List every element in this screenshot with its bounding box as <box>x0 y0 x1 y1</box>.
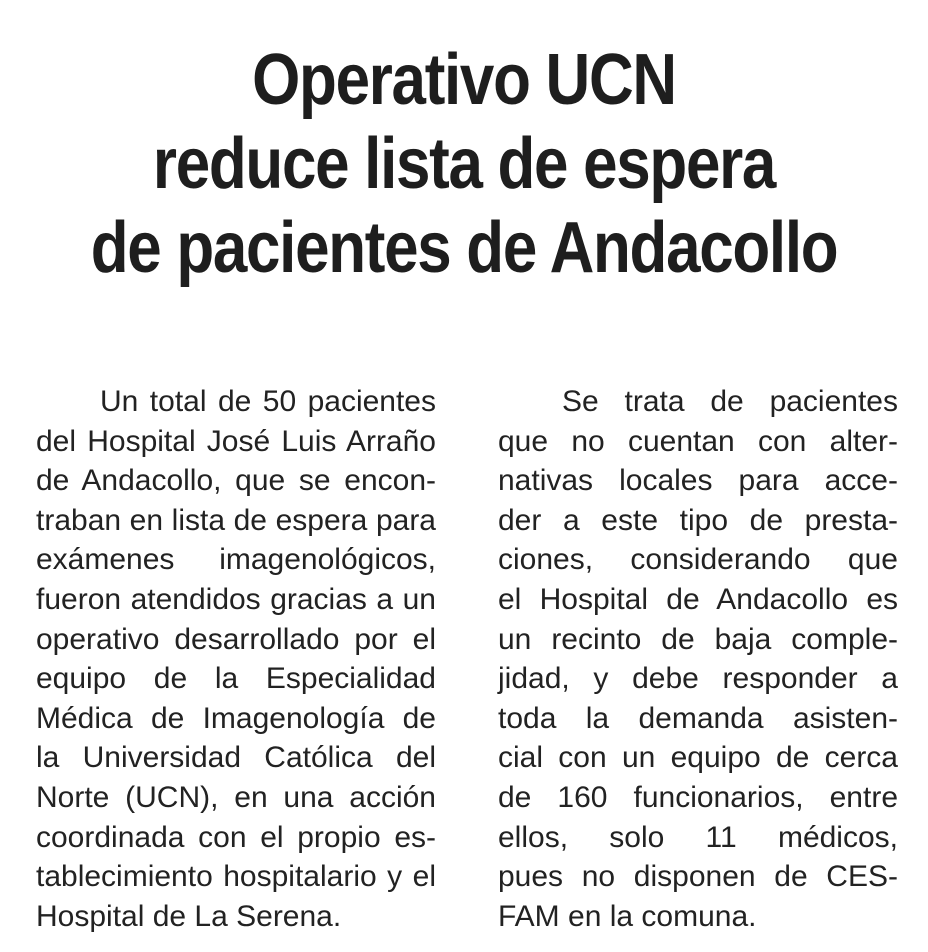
article-column-left <box>36 382 436 936</box>
paragraph-line: der a este tipo de presta- <box>498 503 898 537</box>
paragraph-line: toda la demanda asisten- <box>498 701 898 735</box>
paragraph-line: fueron atendidos gracias a un <box>36 582 436 616</box>
paragraph-line: equipo de la Especialidad <box>36 662 436 696</box>
headline-line: reduce lista de espera <box>152 124 776 204</box>
paragraph-line: del Hospital José Luis Arraño <box>36 424 436 458</box>
headline-line: Operativo UCN <box>252 40 676 120</box>
headline-line: de pacientes de Andacollo <box>90 208 838 288</box>
paragraph-line: Norte (UCN), en una acción <box>36 780 436 814</box>
paragraph-line: Se trata de pacientes <box>562 385 898 418</box>
paragraph-line: Hospital de La Serena. <box>36 899 342 933</box>
paragraph-line: nativas locales para acce- <box>498 464 898 498</box>
paragraph-line: FAM en la comuna. <box>498 899 757 933</box>
paragraph-line: tablecimiento hospitalario y el <box>36 860 436 894</box>
paragraph-line: exámenes imagenológicos, <box>36 543 436 577</box>
paragraph-line: traban en lista de espera para <box>36 503 436 537</box>
paragraph-line: de Andacollo, que se encon- <box>36 464 436 498</box>
article-column-right <box>498 382 898 936</box>
paragraph-line: de 160 funcionarios, entre <box>498 780 898 814</box>
paragraph-line: el Hospital de Andacollo es <box>498 582 898 616</box>
paragraph-line: un recinto de baja comple- <box>498 622 898 656</box>
headline <box>0 38 928 290</box>
paragraph-line: Un total de 50 pacientes <box>100 385 436 418</box>
paragraph-line: coordinada con el propio es- <box>36 820 436 854</box>
paragraph-line: Médica de Imagenología de <box>36 701 436 735</box>
paragraph-line: cial con un equipo de cerca <box>498 741 898 775</box>
paragraph-line: jidad, y debe responder a <box>498 662 898 696</box>
paragraph-line: ellos, solo 11 médicos, <box>498 820 898 854</box>
paragraph-line: ciones, considerando que <box>498 543 898 577</box>
paragraph-line: que no cuentan con alter- <box>498 424 898 458</box>
paragraph-line: operativo desarrollado por el <box>36 622 436 656</box>
paragraph-line: la Universidad Católica del <box>36 741 436 775</box>
paragraph-line: pues no disponen de CES- <box>498 860 898 894</box>
